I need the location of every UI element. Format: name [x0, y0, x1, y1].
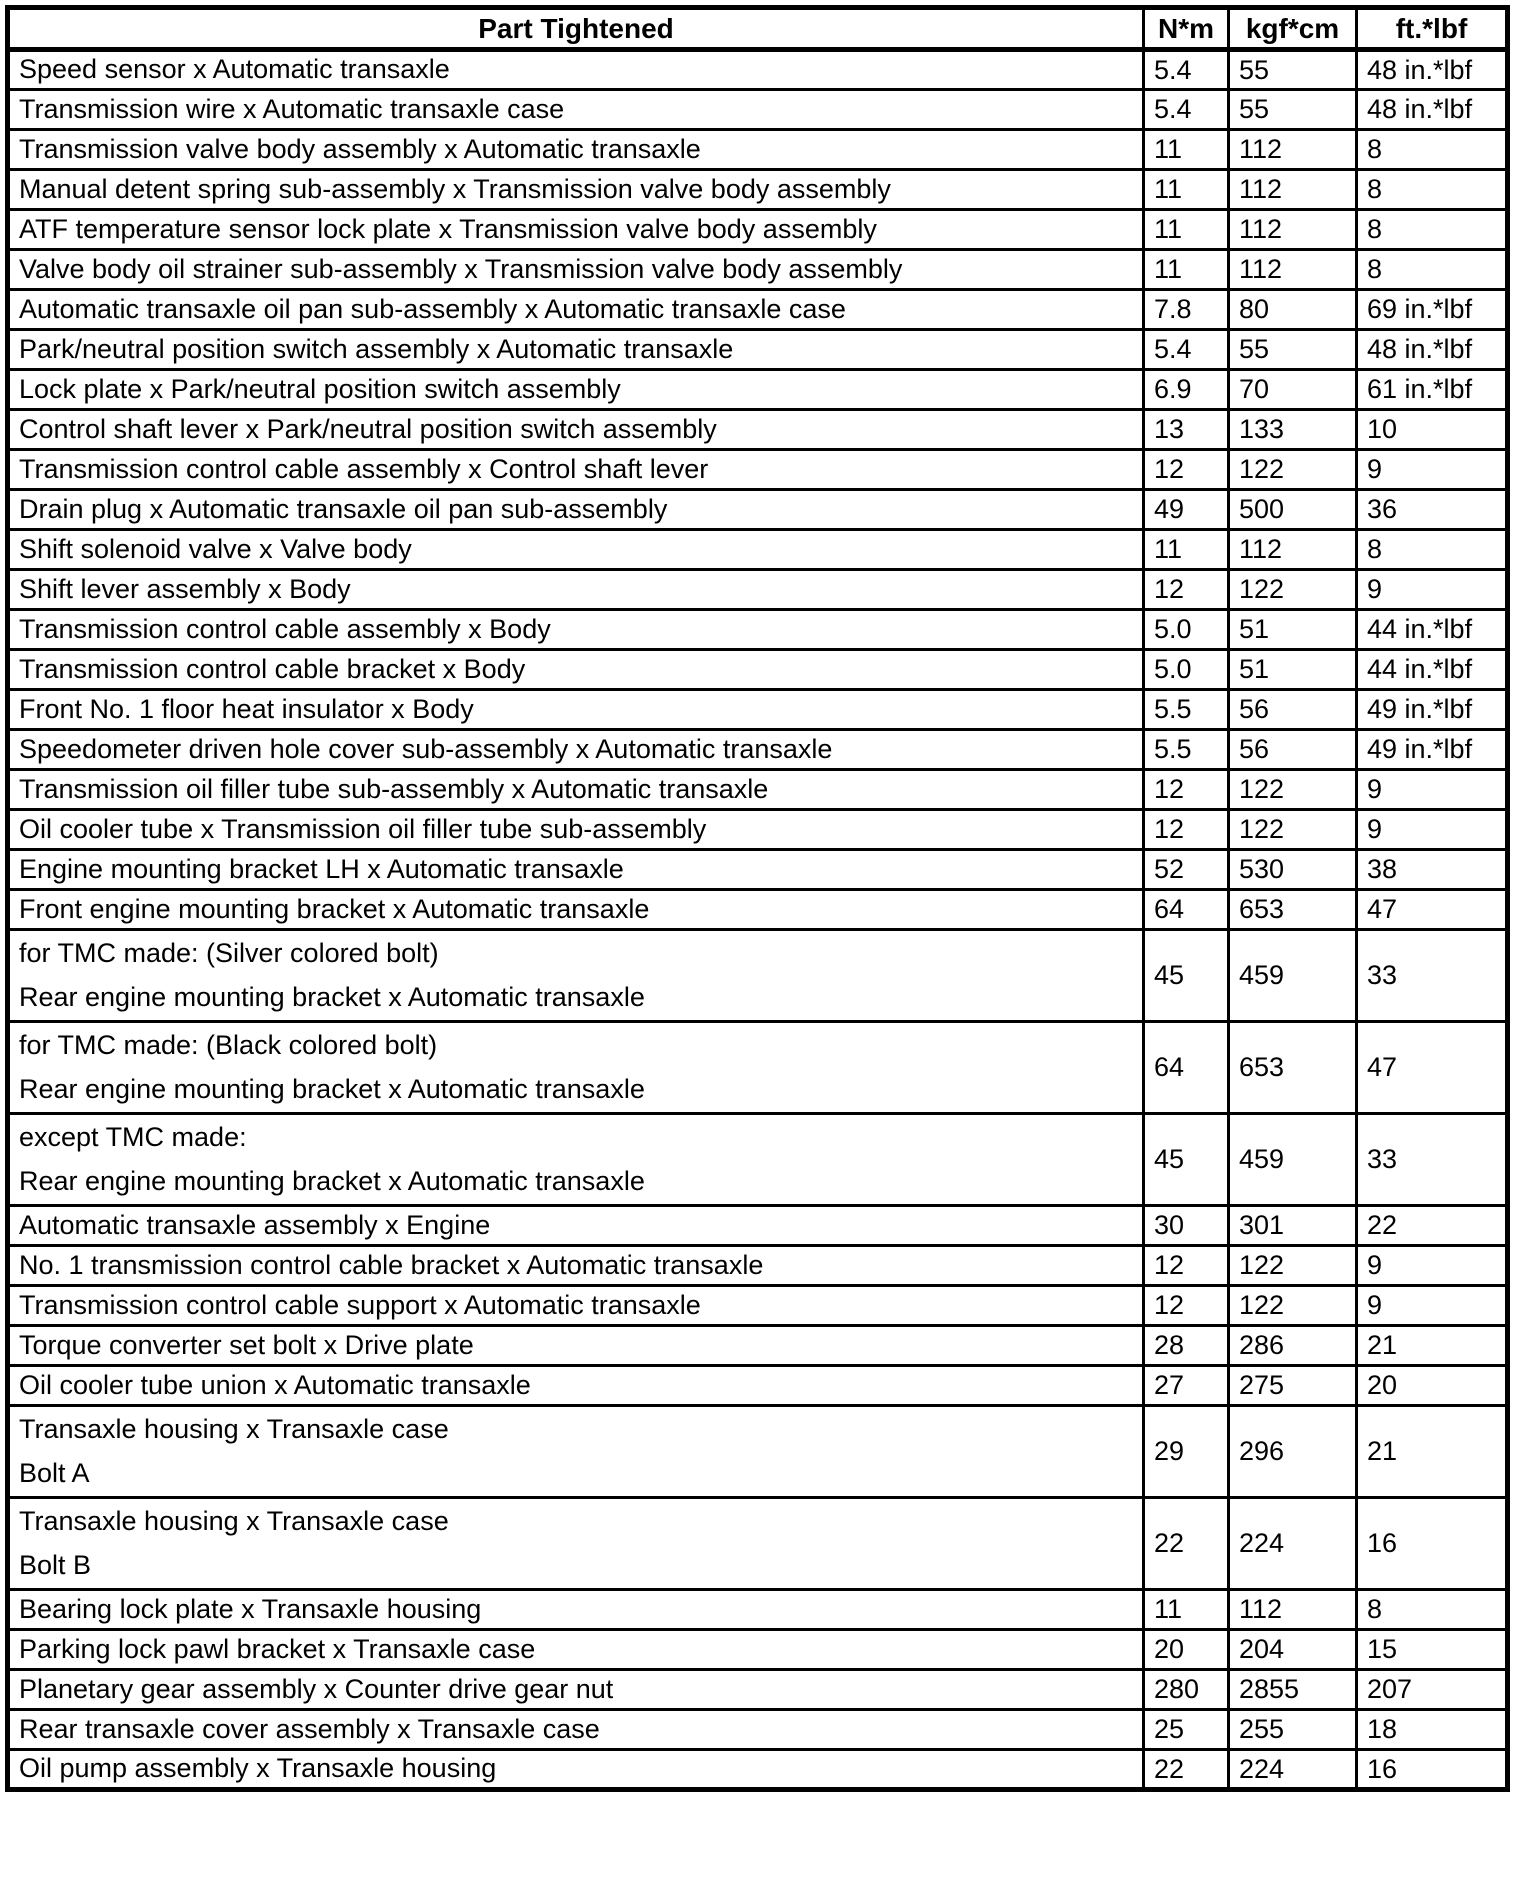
- header-ftlbf: ft.*lbf: [1357, 8, 1508, 50]
- part-lines: [19, 574, 1138, 605]
- part-line: Transmission valve body assembly x Automatic transaxle: [19, 133, 701, 164]
- part-line: Transaxle housing x Transaxle case: [19, 1505, 449, 1536]
- kgfcm-cell: 56: [1229, 730, 1357, 770]
- nm-cell: 5.4: [1144, 90, 1229, 130]
- kgfcm-cell: 51: [1229, 610, 1357, 650]
- part-cell: [8, 330, 1144, 370]
- table-row: [8, 130, 1508, 170]
- table-header: [8, 8, 1508, 50]
- nm-cell: 5.0: [1144, 650, 1229, 690]
- table-row: [8, 330, 1508, 370]
- ftlbf-cell: 48 in.*lbf: [1357, 90, 1508, 130]
- nm-cell: 11: [1144, 170, 1229, 210]
- ftlbf-cell: 21: [1357, 1326, 1508, 1366]
- table-row: [8, 1630, 1508, 1670]
- kgfcm-cell: 2855: [1229, 1670, 1357, 1710]
- ftlbf-cell: 9: [1357, 810, 1508, 850]
- nm-cell: 13: [1144, 410, 1229, 450]
- part-cell: [8, 770, 1144, 810]
- nm-cell: 29: [1144, 1406, 1229, 1498]
- part-cell: [8, 50, 1144, 90]
- kgfcm-cell: 255: [1229, 1710, 1357, 1750]
- kgfcm-cell: 224: [1229, 1498, 1357, 1590]
- part-cell: [8, 890, 1144, 930]
- part-lines: [19, 54, 1138, 85]
- table-row: [8, 1114, 1508, 1206]
- part-line: Torque converter set bolt x Drive plate: [19, 1329, 474, 1360]
- part-lines: [19, 1503, 1138, 1585]
- ftlbf-cell: 38: [1357, 850, 1508, 890]
- ftlbf-cell: 21: [1357, 1406, 1508, 1498]
- part-lines: [19, 1250, 1138, 1281]
- ftlbf-cell: 8: [1357, 530, 1508, 570]
- table-row: [8, 530, 1508, 570]
- part-lines: [19, 374, 1138, 405]
- part-cell: [8, 250, 1144, 290]
- ftlbf-cell: 16: [1357, 1750, 1508, 1790]
- table-row: [8, 290, 1508, 330]
- kgfcm-cell: 55: [1229, 330, 1357, 370]
- kgfcm-cell: 80: [1229, 290, 1357, 330]
- kgfcm-cell: 530: [1229, 850, 1357, 890]
- part-line: Transaxle housing x Transaxle case: [19, 1413, 449, 1444]
- part-line: Transmission control cable bracket x Body: [19, 653, 526, 684]
- part-line: Bearing lock plate x Transaxle housing: [19, 1593, 482, 1624]
- part-line: No. 1 transmission control cable bracket x Automatic transaxle: [19, 1249, 764, 1280]
- kgfcm-cell: 112: [1229, 210, 1357, 250]
- part-line: Shift solenoid valve x Valve body: [19, 533, 412, 564]
- table-row: [8, 850, 1508, 890]
- part-lines: [19, 334, 1138, 365]
- nm-cell: 12: [1144, 810, 1229, 850]
- table-row: [8, 170, 1508, 210]
- part-lines: [19, 1674, 1138, 1705]
- part-lines: [19, 294, 1138, 325]
- part-cell: [8, 810, 1144, 850]
- kgfcm-cell: 459: [1229, 1114, 1357, 1206]
- kgfcm-cell: 122: [1229, 570, 1357, 610]
- part-cell: [8, 930, 1144, 1022]
- nm-cell: 30: [1144, 1206, 1229, 1246]
- part-line: Speedometer driven hole cover sub-assembly x Automatic transaxle: [19, 733, 833, 764]
- part-lines: [19, 174, 1138, 205]
- ftlbf-cell: 9: [1357, 570, 1508, 610]
- nm-cell: 28: [1144, 1326, 1229, 1366]
- nm-cell: 6.9: [1144, 370, 1229, 410]
- nm-cell: 22: [1144, 1498, 1229, 1590]
- table-body: [8, 50, 1508, 1790]
- nm-cell: 5.5: [1144, 690, 1229, 730]
- nm-cell: 5.4: [1144, 330, 1229, 370]
- table-row: [8, 1498, 1508, 1590]
- kgfcm-cell: 112: [1229, 250, 1357, 290]
- part-cell: [8, 1630, 1144, 1670]
- part-cell: [8, 1022, 1144, 1114]
- table-row: [8, 1206, 1508, 1246]
- table-row: [8, 1286, 1508, 1326]
- part-line: for TMC made: (Black colored bolt): [19, 1029, 438, 1060]
- part-line: Transmission control cable support x Automatic transaxle: [19, 1289, 701, 1320]
- part-line: Planetary gear assembly x Counter drive gear nut: [19, 1673, 614, 1704]
- part-line: Automatic transaxle oil pan sub-assembly x Automatic transaxle case: [19, 293, 846, 324]
- part-lines: [19, 94, 1138, 125]
- kgfcm-cell: 224: [1229, 1750, 1357, 1790]
- nm-cell: 5.4: [1144, 50, 1229, 90]
- part-line: Transmission oil filler tube sub-assembly x Automatic transaxle: [19, 773, 769, 804]
- part-lines: [19, 935, 1138, 1017]
- kgfcm-cell: 204: [1229, 1630, 1357, 1670]
- part-cell: [8, 490, 1144, 530]
- part-lines: [19, 214, 1138, 245]
- header-row: [8, 8, 1508, 50]
- ftlbf-cell: 61 in.*lbf: [1357, 370, 1508, 410]
- part-lines: [19, 1753, 1138, 1784]
- part-lines: [19, 854, 1138, 885]
- part-line: Rear engine mounting bracket x Automatic transaxle: [19, 1166, 645, 1197]
- ftlbf-cell: 47: [1357, 1022, 1508, 1114]
- table-row: [8, 370, 1508, 410]
- part-lines: [19, 614, 1138, 645]
- part-cell: [8, 730, 1144, 770]
- kgfcm-cell: 51: [1229, 650, 1357, 690]
- part-cell: [8, 450, 1144, 490]
- part-line: Valve body oil strainer sub-assembly x Transmission valve body assembly: [19, 253, 903, 284]
- table-row: [8, 1750, 1508, 1790]
- part-lines: [19, 494, 1138, 525]
- part-cell: [8, 1710, 1144, 1750]
- ftlbf-cell: 207: [1357, 1670, 1508, 1710]
- table-row: [8, 650, 1508, 690]
- part-cell: [8, 1114, 1144, 1206]
- nm-cell: 11: [1144, 530, 1229, 570]
- table-row: [8, 570, 1508, 610]
- nm-cell: 7.8: [1144, 290, 1229, 330]
- part-lines: [19, 134, 1138, 165]
- part-cell: [8, 1670, 1144, 1710]
- part-line: Transmission wire x Automatic transaxle case: [19, 93, 565, 124]
- part-line: Speed sensor x Automatic transaxle: [19, 54, 450, 85]
- ftlbf-cell: 20: [1357, 1366, 1508, 1406]
- part-cell: [8, 1206, 1144, 1246]
- part-line: Rear engine mounting bracket x Automatic transaxle: [19, 1074, 645, 1105]
- kgfcm-cell: 122: [1229, 1286, 1357, 1326]
- part-lines: [19, 1290, 1138, 1321]
- part-cell: [8, 1326, 1144, 1366]
- part-line: Control shaft lever x Park/neutral position switch assembly: [19, 413, 717, 444]
- table-row: [8, 1022, 1508, 1114]
- ftlbf-cell: 8: [1357, 210, 1508, 250]
- part-lines: [19, 534, 1138, 565]
- kgfcm-cell: 275: [1229, 1366, 1357, 1406]
- ftlbf-cell: 36: [1357, 490, 1508, 530]
- nm-cell: 12: [1144, 1246, 1229, 1286]
- ftlbf-cell: 44 in.*lbf: [1357, 610, 1508, 650]
- part-cell: [8, 1750, 1144, 1790]
- part-cell: [8, 370, 1144, 410]
- part-line: Lock plate x Park/neutral position switch assembly: [19, 373, 621, 404]
- table-row: [8, 250, 1508, 290]
- torque-spec-table: [5, 5, 1510, 1792]
- table-row: [8, 1710, 1508, 1750]
- table-row: [8, 810, 1508, 850]
- table-row: [8, 210, 1508, 250]
- part-lines: [19, 1411, 1138, 1493]
- nm-cell: 52: [1144, 850, 1229, 890]
- nm-cell: 20: [1144, 1630, 1229, 1670]
- part-line: Manual detent spring sub-assembly x Transmission valve body assembly: [19, 173, 891, 204]
- ftlbf-cell: 9: [1357, 770, 1508, 810]
- table-row: [8, 930, 1508, 1022]
- kgfcm-cell: 653: [1229, 1022, 1357, 1114]
- part-line: ATF temperature sensor lock plate x Transmission valve body assembly: [19, 213, 877, 244]
- part-line: Oil pump assembly x Transaxle housing: [19, 1753, 497, 1784]
- part-lines: [19, 1210, 1138, 1241]
- table-row: [8, 730, 1508, 770]
- part-line: Oil cooler tube union x Automatic transaxle: [19, 1369, 531, 1400]
- nm-cell: 45: [1144, 930, 1229, 1022]
- table-row: [8, 1366, 1508, 1406]
- kgfcm-cell: 301: [1229, 1206, 1357, 1246]
- table-row: [8, 770, 1508, 810]
- ftlbf-cell: 15: [1357, 1630, 1508, 1670]
- part-cell: [8, 530, 1144, 570]
- part-cell: [8, 170, 1144, 210]
- table-row: [8, 1590, 1508, 1630]
- ftlbf-cell: 8: [1357, 130, 1508, 170]
- ftlbf-cell: 33: [1357, 930, 1508, 1022]
- part-cell: [8, 1366, 1144, 1406]
- table-row: [8, 450, 1508, 490]
- part-cell: [8, 570, 1144, 610]
- part-lines: [19, 1119, 1138, 1201]
- part-lines: [19, 654, 1138, 685]
- part-cell: [8, 1246, 1144, 1286]
- kgfcm-cell: 112: [1229, 170, 1357, 210]
- nm-cell: 5.0: [1144, 610, 1229, 650]
- kgfcm-cell: 653: [1229, 890, 1357, 930]
- ftlbf-cell: 9: [1357, 450, 1508, 490]
- part-line: Rear engine mounting bracket x Automatic transaxle: [19, 982, 645, 1013]
- ftlbf-cell: 33: [1357, 1114, 1508, 1206]
- table-row: [8, 890, 1508, 930]
- ftlbf-cell: 48 in.*lbf: [1357, 50, 1508, 90]
- table-row: [8, 1406, 1508, 1498]
- ftlbf-cell: 44 in.*lbf: [1357, 650, 1508, 690]
- part-cell: [8, 1406, 1144, 1498]
- kgfcm-cell: 122: [1229, 450, 1357, 490]
- part-lines: [19, 454, 1138, 485]
- kgfcm-cell: 459: [1229, 930, 1357, 1022]
- kgfcm-cell: 500: [1229, 490, 1357, 530]
- part-cell: [8, 290, 1144, 330]
- ftlbf-cell: 8: [1357, 1590, 1508, 1630]
- nm-cell: 11: [1144, 210, 1229, 250]
- part-line: Engine mounting bracket LH x Automatic transaxle: [19, 853, 624, 884]
- ftlbf-cell: 8: [1357, 250, 1508, 290]
- ftlbf-cell: 9: [1357, 1286, 1508, 1326]
- nm-cell: 27: [1144, 1366, 1229, 1406]
- nm-cell: 12: [1144, 570, 1229, 610]
- part-line: except TMC made:: [19, 1121, 247, 1152]
- table-row: [8, 610, 1508, 650]
- part-line: Front engine mounting bracket x Automatic transaxle: [19, 893, 650, 924]
- part-cell: [8, 690, 1144, 730]
- nm-cell: 12: [1144, 770, 1229, 810]
- nm-cell: 11: [1144, 250, 1229, 290]
- part-line: Bolt A: [19, 1458, 90, 1489]
- part-lines: [19, 1027, 1138, 1109]
- kgfcm-cell: 286: [1229, 1326, 1357, 1366]
- part-line: Drain plug x Automatic transaxle oil pan sub-assembly: [19, 493, 668, 524]
- part-lines: [19, 1330, 1138, 1361]
- part-lines: [19, 1714, 1138, 1745]
- table-row: [8, 1246, 1508, 1286]
- nm-cell: 64: [1144, 1022, 1229, 1114]
- part-line: Shift lever assembly x Body: [19, 573, 351, 604]
- ftlbf-cell: 8: [1357, 170, 1508, 210]
- part-lines: [19, 1370, 1138, 1401]
- nm-cell: 12: [1144, 1286, 1229, 1326]
- part-cell: [8, 1590, 1144, 1630]
- part-line: Rear transaxle cover assembly x Transaxle case: [19, 1713, 600, 1744]
- kgfcm-cell: 56: [1229, 690, 1357, 730]
- table-row: [8, 690, 1508, 730]
- ftlbf-cell: 49 in.*lbf: [1357, 690, 1508, 730]
- nm-cell: 64: [1144, 890, 1229, 930]
- part-lines: [19, 694, 1138, 725]
- part-lines: [19, 734, 1138, 765]
- part-lines: [19, 894, 1138, 925]
- kgfcm-cell: 122: [1229, 810, 1357, 850]
- part-cell: [8, 130, 1144, 170]
- part-line: Automatic transaxle assembly x Engine: [19, 1209, 491, 1240]
- part-line: Bolt B: [19, 1550, 92, 1581]
- part-line: for TMC made: (Silver colored bolt): [19, 937, 439, 968]
- part-cell: [8, 1498, 1144, 1590]
- nm-cell: 12: [1144, 450, 1229, 490]
- ftlbf-cell: 22: [1357, 1206, 1508, 1246]
- part-line: Transmission control cable assembly x Body: [19, 613, 551, 644]
- part-line: Parking lock pawl bracket x Transaxle case: [19, 1633, 536, 1664]
- part-cell: [8, 650, 1144, 690]
- part-cell: [8, 1286, 1144, 1326]
- table-row: [8, 410, 1508, 450]
- part-lines: [19, 774, 1138, 805]
- kgfcm-cell: 133: [1229, 410, 1357, 450]
- nm-cell: 5.5: [1144, 730, 1229, 770]
- part-cell: [8, 410, 1144, 450]
- ftlbf-cell: 47: [1357, 890, 1508, 930]
- kgfcm-cell: 122: [1229, 770, 1357, 810]
- nm-cell: 22: [1144, 1750, 1229, 1790]
- table-row: [8, 490, 1508, 530]
- kgfcm-cell: 112: [1229, 130, 1357, 170]
- ftlbf-cell: 49 in.*lbf: [1357, 730, 1508, 770]
- ftlbf-cell: 69 in.*lbf: [1357, 290, 1508, 330]
- table-row: [8, 90, 1508, 130]
- part-lines: [19, 1594, 1138, 1625]
- ftlbf-cell: 9: [1357, 1246, 1508, 1286]
- table-row: [8, 1670, 1508, 1710]
- ftlbf-cell: 10: [1357, 410, 1508, 450]
- kgfcm-cell: 55: [1229, 50, 1357, 90]
- nm-cell: 11: [1144, 130, 1229, 170]
- table-row: [8, 1326, 1508, 1366]
- part-lines: [19, 814, 1138, 845]
- ftlbf-cell: 16: [1357, 1498, 1508, 1590]
- nm-cell: 49: [1144, 490, 1229, 530]
- part-line: Park/neutral position switch assembly x Automatic transaxle: [19, 333, 734, 364]
- part-line: Front No. 1 floor heat insulator x Body: [19, 693, 474, 724]
- part-lines: [19, 1634, 1138, 1665]
- ftlbf-cell: 48 in.*lbf: [1357, 330, 1508, 370]
- part-cell: [8, 90, 1144, 130]
- kgfcm-cell: 296: [1229, 1406, 1357, 1498]
- header-kgfcm: kgf*cm: [1229, 8, 1357, 50]
- part-cell: [8, 210, 1144, 250]
- kgfcm-cell: 122: [1229, 1246, 1357, 1286]
- header-nm: N*m: [1144, 8, 1229, 50]
- nm-cell: 11: [1144, 1590, 1229, 1630]
- kgfcm-cell: 55: [1229, 90, 1357, 130]
- nm-cell: 25: [1144, 1710, 1229, 1750]
- part-cell: [8, 610, 1144, 650]
- header-part-tightened: Part Tightened: [8, 8, 1144, 50]
- ftlbf-cell: 18: [1357, 1710, 1508, 1750]
- table-row: [8, 50, 1508, 90]
- part-line: Transmission control cable assembly x Control shaft lever: [19, 453, 709, 484]
- kgfcm-cell: 112: [1229, 1590, 1357, 1630]
- part-cell: [8, 850, 1144, 890]
- part-lines: [19, 414, 1138, 445]
- part-line: Oil cooler tube x Transmission oil filler tube sub-assembly: [19, 813, 707, 844]
- part-lines: [19, 254, 1138, 285]
- nm-cell: 280: [1144, 1670, 1229, 1710]
- nm-cell: 45: [1144, 1114, 1229, 1206]
- kgfcm-cell: 70: [1229, 370, 1357, 410]
- kgfcm-cell: 112: [1229, 530, 1357, 570]
